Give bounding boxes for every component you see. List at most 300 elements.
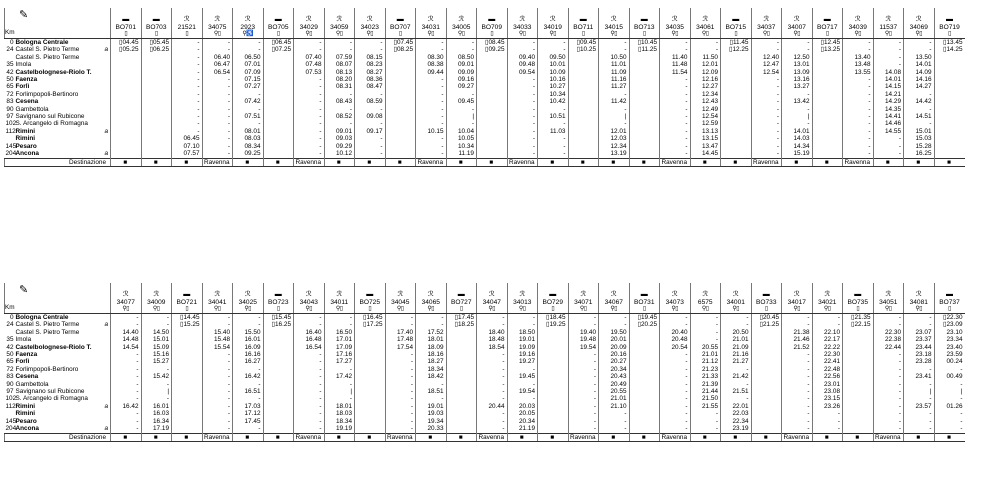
station-label: Imola <box>15 336 32 344</box>
time-cell: 16.09 <box>233 344 264 351</box>
time-cell: - <box>660 39 691 47</box>
time-cell: - <box>690 418 721 425</box>
time-cell: - <box>294 381 325 388</box>
time-cell <box>355 418 386 425</box>
time-cell: - <box>141 314 172 322</box>
time-cell: - <box>660 46 691 53</box>
train-number: BO733 <box>755 298 777 306</box>
time-cell: - <box>660 381 691 388</box>
station-row <box>5 321 965 328</box>
timetable-2 <box>4 283 965 442</box>
train-header <box>904 283 935 314</box>
train-header <box>751 8 782 39</box>
time-cell: 21.55 <box>690 403 721 410</box>
time-cell: 23.08 <box>812 388 843 395</box>
regional-train-icon: ℛ <box>214 290 221 298</box>
time-cell: - <box>873 418 904 425</box>
time-cell: 08.30 <box>416 54 447 61</box>
time-cell: 21.01 <box>599 395 630 402</box>
time-cell: 16.48 <box>294 336 325 343</box>
station-name <box>15 373 111 380</box>
time-cell <box>629 150 660 158</box>
time-cell <box>934 98 965 105</box>
time-cell <box>446 358 477 365</box>
train-header <box>721 283 752 314</box>
time-cell: 19.45 <box>507 373 538 380</box>
time-cell: - <box>172 98 203 105</box>
time-cell: - <box>385 366 416 373</box>
time-cell <box>111 61 142 68</box>
time-cell: - <box>507 150 538 158</box>
time-cell: 20.34 <box>507 418 538 425</box>
time-cell: - <box>568 395 599 402</box>
time-cell: - <box>568 351 599 358</box>
train-header <box>446 283 477 314</box>
km-value: 204 <box>5 150 17 158</box>
time-cell: 12.34 <box>690 91 721 98</box>
time-cell: | <box>324 388 355 395</box>
destination-cell: Ravenna <box>568 433 599 441</box>
regional-train-icon: ℛ <box>305 15 312 23</box>
service-icons: ▯ <box>276 306 280 312</box>
time-cell: - <box>843 113 874 120</box>
time-cell: - <box>538 120 569 127</box>
time-cell: - <box>355 120 386 127</box>
service-icons: ⚲▯ <box>671 306 679 312</box>
station-row <box>5 39 965 47</box>
time-cell <box>812 54 843 61</box>
service-icons: ⚲▯ <box>549 31 557 37</box>
time-cell <box>172 358 203 365</box>
time-cell: - <box>416 321 447 328</box>
train-number: 34071 <box>574 298 593 306</box>
destination-cell: Ravenna <box>782 433 813 441</box>
time-cell <box>812 150 843 158</box>
time-cell: 14.01 <box>782 128 813 135</box>
bus-icon: ▬ <box>274 290 282 298</box>
time-cell: 15.48 <box>202 336 233 343</box>
time-cell: 10.05 <box>446 135 477 142</box>
train-number: 34001 <box>726 298 745 306</box>
station-label: Gambettola <box>15 380 49 388</box>
time-cell: - <box>416 76 447 83</box>
time-cell: 18.51 <box>416 388 447 395</box>
service-icons: ⚲▯ <box>213 31 221 37</box>
time-cell: 01.26 <box>934 403 965 410</box>
time-cell: - <box>904 366 935 373</box>
time-cell: - <box>751 143 782 150</box>
time-cell: - <box>324 314 355 322</box>
station-row <box>5 120 965 127</box>
time-cell: 17.54 <box>385 344 416 351</box>
time-cell: ▯13.25 <box>812 46 843 53</box>
time-cell: - <box>385 395 416 402</box>
time-cell: 15.03 <box>904 135 935 142</box>
time-cell <box>751 395 782 402</box>
train-header <box>141 283 172 314</box>
time-cell: ▯11.45 <box>721 39 752 47</box>
destination-row <box>5 158 965 166</box>
time-cell: 14.16 <box>904 76 935 83</box>
time-cell <box>629 344 660 351</box>
train-header <box>172 283 203 314</box>
station-row <box>5 329 965 336</box>
time-cell: - <box>873 150 904 158</box>
time-cell: - <box>660 113 691 120</box>
time-cell: 23.01 <box>812 381 843 388</box>
train-number: 34013 <box>513 298 532 306</box>
time-cell <box>446 418 477 425</box>
station-row <box>5 373 965 380</box>
train-number: BO717 <box>816 23 838 31</box>
time-cell: 23.37 <box>904 336 935 343</box>
service-icons: ⚲▯ <box>213 306 221 312</box>
regional-train-icon: ℛ <box>336 15 343 23</box>
time-cell <box>568 150 599 158</box>
time-cell <box>629 143 660 150</box>
time-cell: - <box>782 39 813 47</box>
time-cell: - <box>507 395 538 402</box>
time-cell <box>843 410 874 417</box>
time-cell: 15.19 <box>782 150 813 158</box>
service-icons: ⚲▯ <box>427 306 435 312</box>
time-cell: 13.40 <box>843 54 874 61</box>
station-name <box>15 425 111 433</box>
train-number: BO715 <box>725 23 747 31</box>
time-cell <box>111 113 142 120</box>
bus-icon: ▬ <box>549 290 557 298</box>
time-cell: 19.01 <box>416 403 447 410</box>
destination-cell: Ravenna <box>660 158 691 166</box>
time-cell: - <box>294 321 325 328</box>
station-row <box>5 128 965 135</box>
train-number: 34075 <box>208 23 227 31</box>
train-header <box>263 283 294 314</box>
time-cell: - <box>202 143 233 150</box>
time-cell <box>385 83 416 90</box>
km-value: 102 <box>5 120 17 128</box>
station-label: Castel S. Pietro Terme <box>15 46 80 54</box>
time-cell: - <box>812 410 843 417</box>
time-cell: 22.30 <box>812 351 843 358</box>
train-header <box>599 8 630 39</box>
train-header <box>446 8 477 39</box>
time-cell: 20.55 <box>690 344 721 351</box>
time-cell: ▯21.25 <box>751 321 782 328</box>
station-label: Forlimpopoli-Bertinoro <box>15 90 79 98</box>
destination-cell: ■ <box>141 158 172 166</box>
time-cell <box>111 106 142 113</box>
regional-train-icon: ℛ <box>702 15 709 23</box>
time-cell <box>629 69 660 76</box>
time-cell: - <box>873 395 904 402</box>
time-cell <box>477 76 508 83</box>
station-name <box>15 410 111 417</box>
time-cell <box>843 395 874 402</box>
time-cell: 12.34 <box>599 143 630 150</box>
train-number: 34017 <box>787 298 806 306</box>
service-icons: ⚲▯ <box>152 306 160 312</box>
time-cell: - <box>202 83 233 90</box>
time-cell <box>172 366 203 373</box>
time-cell: - <box>782 120 813 127</box>
destination-cell: ■ <box>172 158 203 166</box>
time-cell: - <box>202 403 233 410</box>
station-row <box>5 314 965 322</box>
station-row <box>5 358 965 365</box>
time-cell: ▯22.15 <box>843 321 874 328</box>
time-cell: - <box>721 321 752 328</box>
time-cell <box>385 54 416 61</box>
time-cell <box>721 106 752 113</box>
time-cell: - <box>294 150 325 158</box>
time-cell: ▯18.25 <box>446 321 477 328</box>
time-cell <box>721 98 752 105</box>
time-cell: - <box>507 91 538 98</box>
bus-icon: ▬ <box>732 15 740 23</box>
time-cell: - <box>507 120 538 127</box>
time-cell: - <box>568 410 599 417</box>
train-number: 11537 <box>879 23 898 31</box>
time-cell: - <box>111 373 142 380</box>
time-cell: - <box>111 358 142 365</box>
time-cell <box>629 76 660 83</box>
service-icons: ▯ <box>764 306 768 312</box>
regional-train-icon: ℛ <box>336 290 343 298</box>
time-cell: ▯06.25 <box>141 46 172 53</box>
regional-train-icon: ℛ <box>854 15 861 23</box>
station-name <box>15 388 111 395</box>
time-cell: - <box>233 39 264 47</box>
time-cell <box>172 425 203 433</box>
time-cell: 17.45 <box>233 418 264 425</box>
time-cell: ▯09.45 <box>568 39 599 47</box>
arrival-marker: a <box>104 425 108 433</box>
time-cell: - <box>812 321 843 328</box>
train-number: BO719 <box>939 23 960 31</box>
time-cell: 19.34 <box>416 418 447 425</box>
time-cell: 19.27 <box>507 358 538 365</box>
station-label: Rimini <box>15 135 36 143</box>
regional-train-icon: ℛ <box>244 15 251 23</box>
regional-train-icon: ℛ <box>366 15 373 23</box>
time-cell: - <box>904 410 935 417</box>
time-cell: - <box>599 410 630 417</box>
time-cell: ▯19.25 <box>538 321 569 328</box>
service-icons: ⚲▯ <box>793 31 801 37</box>
time-cell: 09.29 <box>324 143 355 150</box>
time-cell: 08.36 <box>355 76 386 83</box>
time-cell: 14.01 <box>873 76 904 83</box>
km-value: 83 <box>6 373 14 381</box>
train-header <box>294 283 325 314</box>
time-cell <box>446 395 477 402</box>
time-cell <box>629 113 660 120</box>
station-label: Cesena <box>15 373 39 381</box>
time-cell <box>141 135 172 142</box>
time-cell <box>263 381 294 388</box>
time-cell: - <box>202 358 233 365</box>
time-cell: 20.54 <box>660 344 691 351</box>
time-cell <box>477 135 508 142</box>
time-cell: ▯16.45 <box>355 314 386 322</box>
time-cell: - <box>507 39 538 47</box>
station-label: Ancona <box>15 425 39 433</box>
train-header <box>355 283 386 314</box>
destination-cell: ■ <box>111 158 142 166</box>
train-header <box>873 8 904 39</box>
destination-cell: Ravenna <box>294 158 325 166</box>
time-cell <box>629 54 660 61</box>
time-cell: - <box>477 314 508 322</box>
time-cell: 21.52 <box>782 344 813 351</box>
time-cell: - <box>751 150 782 158</box>
time-cell: - <box>416 150 447 158</box>
station-label: Faenza <box>15 76 38 84</box>
time-cell: 18.50 <box>507 329 538 336</box>
time-cell: - <box>660 358 691 365</box>
time-cell: - <box>660 373 691 380</box>
time-cell: ▯23.09 <box>934 321 965 328</box>
time-cell: - <box>904 381 935 388</box>
time-cell <box>812 120 843 127</box>
time-cell: - <box>385 410 416 417</box>
time-cell: - <box>355 39 386 47</box>
time-cell: - <box>385 314 416 322</box>
time-cell: 08.23 <box>355 61 386 68</box>
time-cell <box>172 329 203 336</box>
time-cell: 21.09 <box>721 344 752 351</box>
destination-cell: ■ <box>324 158 355 166</box>
time-cell <box>172 388 203 395</box>
time-cell: 13.47 <box>690 143 721 150</box>
time-cell: 07.51 <box>233 113 264 120</box>
time-cell: - <box>751 128 782 135</box>
time-cell: 09.40 <box>507 54 538 61</box>
time-cell <box>812 91 843 98</box>
time-cell: 13.50 <box>904 54 935 61</box>
time-cell <box>812 98 843 105</box>
time-cell: - <box>294 135 325 142</box>
time-cell: - <box>111 425 142 433</box>
time-cell: 19.54 <box>507 388 538 395</box>
time-cell <box>538 381 569 388</box>
time-cell <box>111 76 142 83</box>
time-cell <box>263 366 294 373</box>
destination-cell: ■ <box>263 158 294 166</box>
service-icons: ⚲▯ <box>823 306 831 312</box>
time-cell: ▯17.25 <box>355 321 386 328</box>
time-cell: 07.15 <box>233 76 264 83</box>
time-cell: ▯10.25 <box>568 46 599 53</box>
time-cell: 21.23 <box>690 366 721 373</box>
time-cell: - <box>233 120 264 127</box>
bus-icon: ▬ <box>640 15 648 23</box>
destination-cell: Ravenna <box>385 433 416 441</box>
station-name <box>15 106 111 113</box>
train-number: 2923 <box>240 23 256 31</box>
train-header <box>141 8 172 39</box>
service-icons: ⚲♿ <box>242 31 254 37</box>
time-cell: 18.03 <box>324 410 355 417</box>
time-cell: - <box>782 91 813 98</box>
time-cell: - <box>873 135 904 142</box>
bus-icon: ▬ <box>579 15 587 23</box>
time-cell: - <box>660 395 691 402</box>
regional-train-icon: ℛ <box>427 15 434 23</box>
train-number: 34005 <box>452 23 471 31</box>
time-cell: - <box>294 351 325 358</box>
time-cell: 18.09 <box>416 344 447 351</box>
time-cell: - <box>507 321 538 328</box>
train-number: BO729 <box>542 298 564 306</box>
time-cell: 11.01 <box>599 61 630 68</box>
time-cell: - <box>843 83 874 90</box>
time-cell: - <box>141 321 172 328</box>
time-cell: - <box>507 46 538 53</box>
station-label: Bologna Centrale <box>15 314 69 321</box>
time-cell: - <box>446 120 477 127</box>
time-cell <box>538 418 569 425</box>
time-cell: 14.15 <box>873 83 904 90</box>
time-cell: - <box>416 143 447 150</box>
time-cell: 14.03 <box>782 135 813 142</box>
km-label: Km <box>5 28 15 36</box>
time-cell <box>141 91 172 98</box>
time-cell: - <box>599 91 630 98</box>
time-cell: 16.01 <box>141 403 172 410</box>
time-cell: - <box>141 366 172 373</box>
time-cell: 23.44 <box>904 344 935 351</box>
km-value: 42 <box>6 68 14 76</box>
time-cell: - <box>568 388 599 395</box>
time-cell: - <box>690 336 721 343</box>
train-number: BO705 <box>267 23 289 31</box>
km-value: 90 <box>6 105 14 113</box>
time-cell: | <box>446 113 477 120</box>
time-cell: - <box>660 150 691 158</box>
time-cell: - <box>172 46 203 53</box>
time-cell: 23.34 <box>934 336 965 343</box>
station-label: Castelbolognese-Riolo T. <box>15 68 92 76</box>
time-cell <box>477 61 508 68</box>
train-number: 6575 <box>697 298 713 306</box>
time-cell: ▯16.25 <box>263 321 294 328</box>
time-cell: - <box>111 388 142 395</box>
time-cell: - <box>843 98 874 105</box>
time-cell: - <box>782 314 813 322</box>
time-cell: 07.40 <box>294 54 325 61</box>
time-cell <box>843 418 874 425</box>
time-cell: - <box>690 410 721 417</box>
time-cell: ▯08.45 <box>477 39 508 47</box>
time-cell: - <box>599 39 630 47</box>
time-cell: ▯12.45 <box>812 39 843 47</box>
time-cell: - <box>538 106 569 113</box>
time-cell <box>172 403 203 410</box>
time-cell: - <box>538 150 569 158</box>
time-cell: - <box>660 120 691 127</box>
time-cell: ▯15.25 <box>172 321 203 328</box>
km-value: 50 <box>6 351 14 359</box>
time-cell: - <box>599 120 630 127</box>
time-cell <box>385 128 416 135</box>
station-row <box>5 395 965 402</box>
train-number: BO725 <box>359 298 381 306</box>
time-cell: 13.09 <box>782 69 813 76</box>
time-cell <box>538 425 569 433</box>
time-cell: - <box>843 76 874 83</box>
